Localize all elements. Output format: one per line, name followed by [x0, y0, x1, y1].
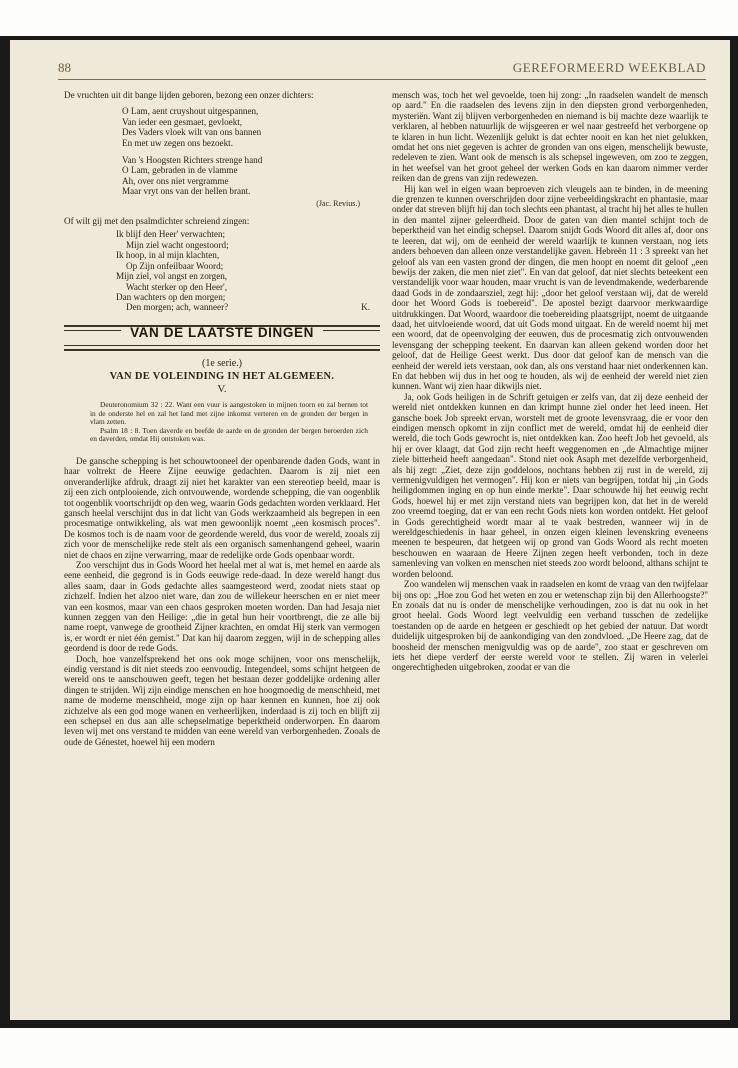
author-signature: K.: [361, 302, 370, 313]
section-title: VAN DE LAATSTE DINGEN: [121, 328, 323, 338]
body-paragraph: Zoo verschijnt dus in Gods Woord het heelal met al wat is, met hemel en aarde als eene eenheid, die gegrond is in Gods eeuwige rede-daad. In deze wereld hangt dus alles saam, daar in Gods gedachte alles saamgesteord werd, zoodat niets staat op zichzelf. Indien het alzoo niet ware, dan zou de willekeur heerschen en er niet meer van een kosmos, maar van een chaos gesproken moeten worden. Dan had Jesaja niet kunnen zeggen van den Heilige: „die in getal hun heir voortbrengt, die ze alle bij name roept, vanwege de grootheid Zijner krachten, en omdat Hij sterk van vermogen is, er wordt er niet één gemist." Dat kan hij daarom zeggen, wijl in de schepping alles geordend is door de rede Gods.: [64, 559, 380, 654]
section-banner: [64, 325, 380, 351]
body-paragraph: Doch, hoe vanzelfsprekend het ons ook moge schijnen, voor ons menschelijk, eindig verstand is dit niet steeds zoo eenvoudig. Integendeel, soms schijnt hetgeen de wereld ons te aanschouwen geeft, tegen het bestaan dezer goddelijke ordening aller dingen te strijden. Wij zijn eindige menschen en hoe hoogmoedig de menschheid, met name de moderne menschheid, moge zijn op haar kennen en kunnen, hoe zij ook zichzelve als een god moge wanen en verheerlijken, inderdaad is zij toch en blijft zij een schepsel en dus aan alle schepselmatige beperktheid onderworpen. En daarom leven wij met ons verstand te midden van eene wereld van verborgenheden. Zooals de oude de Génestet, hoewel hij een modern: [64, 653, 380, 747]
poem-line: Wacht sterker op den Heer',: [126, 281, 227, 292]
poem-stanza-1: [122, 106, 380, 148]
running-head: [58, 60, 706, 80]
poem-intro: De vruchten uit dit bange lijden geboren, bezong een onzer dichters:: [64, 90, 314, 100]
poem-line: O Lam, gebraden in de vlamme: [122, 165, 238, 176]
poem-line: Ik hoop, in al mijn klachten,: [116, 250, 220, 261]
revius-poem: [122, 106, 380, 196]
poem-line: Op Zijn onfeilbaar Woord;: [126, 260, 224, 271]
body-paragraph: mensch was, toch het wel gevoelde, toen hij zong: „In raadselen wandelt de mensch op aard." En die raadselen des levens zijn in den diepsten grond verborgenheden, mysteriën. Want zij blijven verborgenheden en niemand is bij machte deze waarlijk te verklaren, al hebben natuurlijk de wijsgeeren er wel naar gestreefd het verborgene op te klaren in hun licht. Wezenlijk gelukt is dat echter nooit en kan het niet gelukken, omdat het ons niet gegeven is achter de gronden van ons eigen, menschelijk bewuste, redeleven te zien. Want ook de mensch is als schepsel ingeweven, om zoo te zeggen, in het weefsel van het groot geheel der werken Gods en kan daarom nimmer verder reiken dan de grens van zijn redewezen.: [392, 90, 708, 184]
poem-line: Maar vryt ons van der hellen brant.: [122, 186, 251, 197]
right-column: [392, 90, 708, 673]
header-rule: [58, 79, 706, 80]
article-part-number: V.: [217, 382, 227, 395]
poem-line: Mijn ziel wacht ongestoord;: [126, 239, 229, 250]
poem-line: Des Vaders vloek wilt van ons bannen: [122, 127, 262, 138]
series-label: (1e serie.): [202, 357, 242, 369]
poem-line: Mijn ziel, vol angst en zorgen,: [116, 271, 228, 282]
scripture-quotes: [90, 401, 368, 444]
scan-frame: [0, 36, 738, 1028]
poem-last-line: [116, 302, 380, 312]
poem-attribution: (Jac. Revius.): [316, 198, 360, 208]
journal-title: GEREFORMEERD WEEKBLAD: [512, 60, 706, 75]
poem-line: Van ieder een gesmaet, gevloekt,: [122, 116, 243, 127]
poem-line: En met uw zegen ons bezoekt.: [122, 137, 233, 148]
poem-line: Ik blijf den Heer' verwachten;: [116, 229, 226, 240]
poem-line: Ah, over ons niet vergramme: [122, 175, 229, 186]
poem-line: Dan wachters op den morgen;: [116, 291, 226, 302]
page-number: 88: [58, 60, 71, 75]
magazine-page: [10, 40, 730, 1020]
body-paragraph: Zoo wandelen wij menschen vaak in raadselen en komt de vraag van den twijfelaar bij ons op: „Hoe zou God het weten en zou er wetenschap zijn bij den Allerhoogste?" En zooals dat nu is onder de menschelijke verhoudingen, zoo is dat nu ook in het groot heelal. Gods Woord legt veelvuldig een verband tusschen de zedelijke toestanden op de aarde en hetgeen er geschiedt op het gebied der natuur. Dat wordt duidelijk uitgesproken bij de aankondiging van den zondvloed. „De Heere zag, dat de boosheid der menschen menigvuldig was op de aarde", zoo staat er geschreven om iets het diepe verderf der eerste wereld voor te stellen. Zij waren in velerlei ongerechtigheden uitgebroken, zoodat er van die: [392, 579, 708, 673]
psalm-intro: Of wilt gij met den psalmdichter schreiend zingen:: [64, 216, 250, 227]
poem-line: O Lam, aent cruyshout uitgespannen,: [122, 106, 259, 117]
poem-line: Van 's Hoogsten Richters strenge hand: [122, 155, 263, 166]
scripture-psalm: Psalm 18 : 8. Toen daverde en beefde de aarde en de gronden der bergen beroerden zich en daverden, omdat Hij ontstoken was.: [90, 425, 368, 444]
left-column: [64, 90, 380, 747]
scripture-deuteronomy: Deuteronomium 32 : 22. Want een vuur is aangestoken in mijnen toorn en zal bernen tot in de onderste hel en zal het land met zijne inkomst verteren en de gronden der bergen in vlam zetten.: [90, 399, 368, 427]
poem-line: Den morgen; ach, wanneer?: [126, 302, 229, 313]
article-title: VAN DE VOLEINDING IN HET ALGEMEEN.: [109, 371, 335, 383]
psalm-poem: [116, 229, 380, 312]
poem-stanza-2: [122, 155, 380, 197]
body-paragraph: De gansche schepping is het schouwtooneel der openbarende daden Gods, want in haar voltrekt de Heere Zijne eeuwige gedachten. Daarom is zij niet een onveranderlijke afdruk, draagt zij niet het karakter van een stereotiep beeld, maar is zij een zich ontplooiende, zich ontvouwende, wordende schepping, die van oogenblik tot oogenblik voortschrijdt op den weg, waarin Gods gedachten worden verklaard. Het gansch heelal verschijnt dus in dat licht van Gods werkzaamheid als begrepen in een procesmatige ontwikkeling, als wat men gewoonlijk noemt „een kosmisch proces". De kosmos toch is de naam voor de geordende wereld, dus voor de wereld, zooals zij zich voor de menschelijke rede stelt als een organisch samenhangend geheel, waarin niet de chaos en zijne verwarring, maar de redelijke orde Gods openbaar wordt.: [64, 455, 380, 560]
body-paragraph: Ja, ook Gods heiligen in de Schrift getuigen er zelfs van, dat zij deze eenheid der wereld niet ontdekken kunnen en dan krimpt hunne ziel onder het leed ineen. Het gansche boek Job spreekt ervan, worstelt met de groote levensvraag, die er voor den eindigen mensch opkomt in zijn conflict met de wereld, omdat hij de eenheid dier wereld, die toch Gods gewrocht is, niet ontdekken kan. Zoo heeft Job het gevoeld, als hij er over klaagt, dat God zijn recht heeft weggenomen en „de Almachtige mijner ziele bitterheid heeft aangedaan". Stond niet ook Asaph met dezelfde verborgenheid, als hij zegt: „Ziet, deze zijn goddeloos, nochtans hebben zij rust in de wereld, zij vermenigvuldigen het vermogen". Hij kon er niets van begrijpen, totdat hij „in Gods heiligdommen inging en op hun einde merkte". Daar schouwde hij het eeuwig recht Gods, hoewel hij er met zijn verstand niets van begrijpen kon, dat het in de wereld zoo vreemd toeging, dat er van een recht Gods niets kon worden ontdekt. Het geloof in Gods gerechtigheid wordt maar al te vaak bestreden, wanneer wij in de wereldgeschiedenis in haar geheel, in onzen eigen kleinen levenskring eveneens meenen te bespeuren, dat hetgeen wij op grond van Gods Woord als recht moeten beschouwen en waaraan de Heere Zijnen zegen heeft verbonden, toch in deze samenleving van volken en menschen niet steeds zoo wordt beloond, althans schijnt te worden beloond.: [392, 391, 708, 579]
body-paragraph: Hij kan wel in eigen waan beproeven zich vleugels aan te binden, in de meening die grenzen te kunnen overschrijden door zijne verbeeldingskracht en phantasie, maar onder dat streven blijft hij dan toch slechts een phantast, al tracht hij het alles te hullen in den mantel zijner geleerdheid. Door de gaten van dien mantel schijnt toch de beperktheid van het eindig schepsel. Daarom snijdt Gods Woord dit alles af, door ons te leeren, dat wij, om de eenheid der wereld waarlijk te kunnen verstaan, nog iets anders behoeven dan alleen onze verstandelijke gaven. Hebreën 11 : 3 spreekt van het geloof als van een vasten grond der dingen, die men hoopt en noemt dit geloof „een bewijs der zaken, die men niet ziet". En van dat geloof, dat niet slechts beteekent een verstandelijk voor waar houden, maar vrucht is van de levendmakende, wederbarende daad Gods in de zondaarsziel, zegt hij: „door het geloof verstaan wij, dat de wereld door het Woord Gods is toebereid". De apostel bezigt daarvoor merkwaardige uitdrukkingen. Dat Woord, waardoor die toebereiding plaatsgrijpt, noemt de uitgaande daad, het uitvloeiende woord, dat uit Gods mond uitgaat. En de wereld noemt hij met een woord, dat de opeenvolging der eeuwen, dus de procesmatig zich ontvouwenden levensgang der schepping teekent. En daarvan kan alleen gekend worden door het geloof, dat de Heilige Geest werkt. Dus door dat geloof kan de mensch van die eenheid der wereld iets verstaan, ook dan, als ons verstand haar niet onderkennen kan. En dat hebben wij dus in het oog te houden, als wij de eenheid der wereld niet zien kunnen. Want wij zien haar dikwijls niet.: [392, 183, 708, 392]
